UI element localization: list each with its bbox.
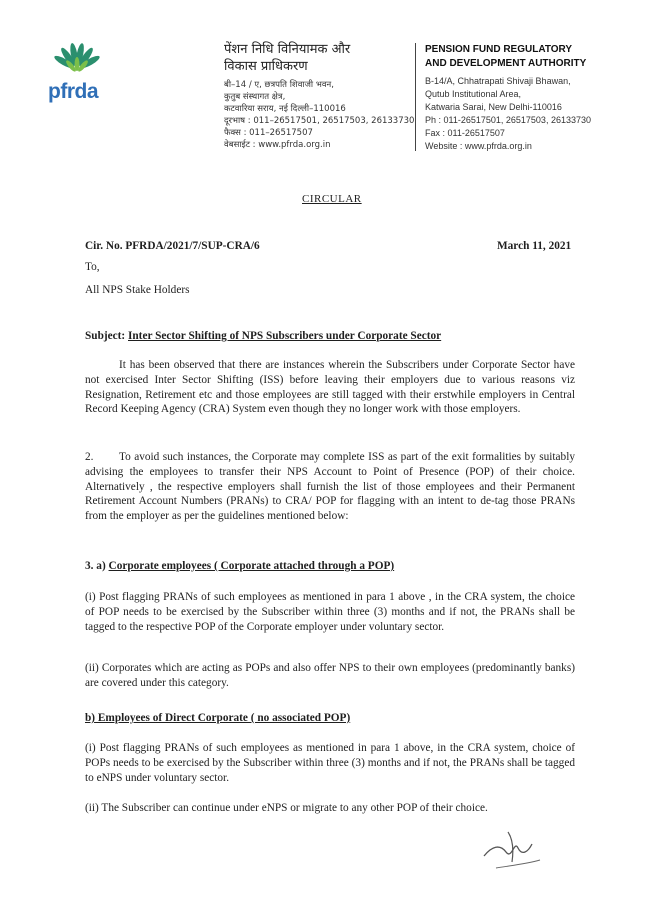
english-address-line: B-14/A, Chhatrapati Shivaji Bhawan, (425, 76, 571, 86)
subject-line (85, 330, 441, 342)
section-3a-heading (85, 560, 394, 572)
signature-icon (478, 822, 558, 882)
paragraph-2-number: 2. (85, 451, 94, 463)
recipient: All NPS Stake Holders (85, 284, 190, 296)
section-3b-item-ii: (ii) The Subscriber can continue under eNPS or migrate to any other POP of their choice. (85, 802, 488, 814)
circular-date: March 11, 2021 (497, 240, 572, 252)
hindi-fax: फैक्स : 011–26517507 (224, 128, 313, 138)
english-title-line1: PENSION FUND REGULATORY (425, 44, 573, 55)
circular-number: Cir. No. PFRDA/2021/7/SUP-CRA/6 (85, 240, 260, 252)
hindi-address-line: कटवारिया सराय, नई दिल्ली–110016 (224, 104, 346, 114)
paragraph-1: It has been observed that there are instances wherein the Subscribers under Corporate Sector have not exercised Inter Sector Shifting (ISS) before leaving their employers due to various reasons viz Resignation, Retirement etc and those employees are still tagged with their erstwhile employers in Central Record Keeping Agency (CRA) System even though they no longer work with those employers. (85, 359, 575, 416)
hindi-title-line1: पेंशन निधि विनियामक और (224, 42, 351, 57)
to-label: To, (85, 261, 100, 273)
subject-label: Subject: (85, 330, 126, 342)
section-3b-heading: b) Employees of Direct Corporate ( no associated POP) (85, 712, 351, 724)
english-website: Website : www.pfrda.org.in (425, 141, 532, 151)
paragraph-2-text: To avoid such instances, the Corporate may complete ISS as part of the exit formalities by suitably advising the employees to transfer their NPS Account to Point of Presence (POP) of their choice. Alternatively , the respective employers shall furnish the list of those employees and their Permanent Retirement Account Numbers (PRANs) to CRA/ POP for flagging with an intent to de-tag those PRANs from the employer as per the guidelines mentioned below: (85, 451, 575, 523)
hindi-address-line: कुतुब संस्थागत क्षेत्र, (224, 92, 286, 102)
english-phone: Ph : 011-26517501, 26517503, 26133730 (425, 115, 591, 125)
paragraph-2 (85, 450, 575, 524)
section-3a-title: Corporate employees ( Corporate attached through a POP) (108, 560, 395, 572)
english-address-line: Katwaria Sarai, New Delhi-110016 (425, 102, 562, 112)
english-title-line2: AND DEVELOPMENT AUTHORITY (425, 58, 587, 69)
hindi-website: वेबसाईट : www.pfrda.org.in (224, 140, 331, 150)
hindi-title-line2: विकास प्राधिकरण (224, 59, 308, 74)
hindi-phone: दूरभाष : 011–26517501, 26517503, 26133730 (224, 116, 415, 126)
section-3a-item-ii: (ii) Corporates which are acting as POPs and also offer NPS to their own employees (predominantly banks) are covered under this category. (85, 662, 575, 689)
english-fax: Fax : 011-26517507 (425, 128, 505, 138)
hindi-address-line: बी–14 / ए, छत्रपति शिवाजी भवन, (224, 80, 334, 90)
subject-text: Inter Sector Shifting of NPS Subscribers under Corporate Sector (128, 330, 442, 342)
hindi-letterhead (224, 41, 414, 151)
section-3b-item-i: (i) Post flagging PRANs of such employees as mentioned in para 1 above, in the CRA system, choice of POPs needs to be exercised by the Subscriber within three (3) months and if not, the PRANs shall be tagged to eNPS under voluntary sector. (85, 742, 575, 784)
document-title: CIRCULAR (302, 193, 362, 205)
section-3a-prefix: 3. a) (85, 560, 106, 572)
logo-text: pfrda (48, 80, 98, 103)
section-3a-item-i: (i) Post flagging PRANs of such employees as mentioned in para 1 above , in the CRA system, the choice of POP needs to be exercised by the Subscriber within three (3) months and if not, the PRANs shall be tagged to the respective POP of the Corporate employer under voluntary sector. (85, 591, 575, 633)
letterhead-divider (415, 43, 416, 151)
english-letterhead (425, 43, 645, 153)
english-address-line: Qutub Institutional Area, (425, 89, 522, 99)
